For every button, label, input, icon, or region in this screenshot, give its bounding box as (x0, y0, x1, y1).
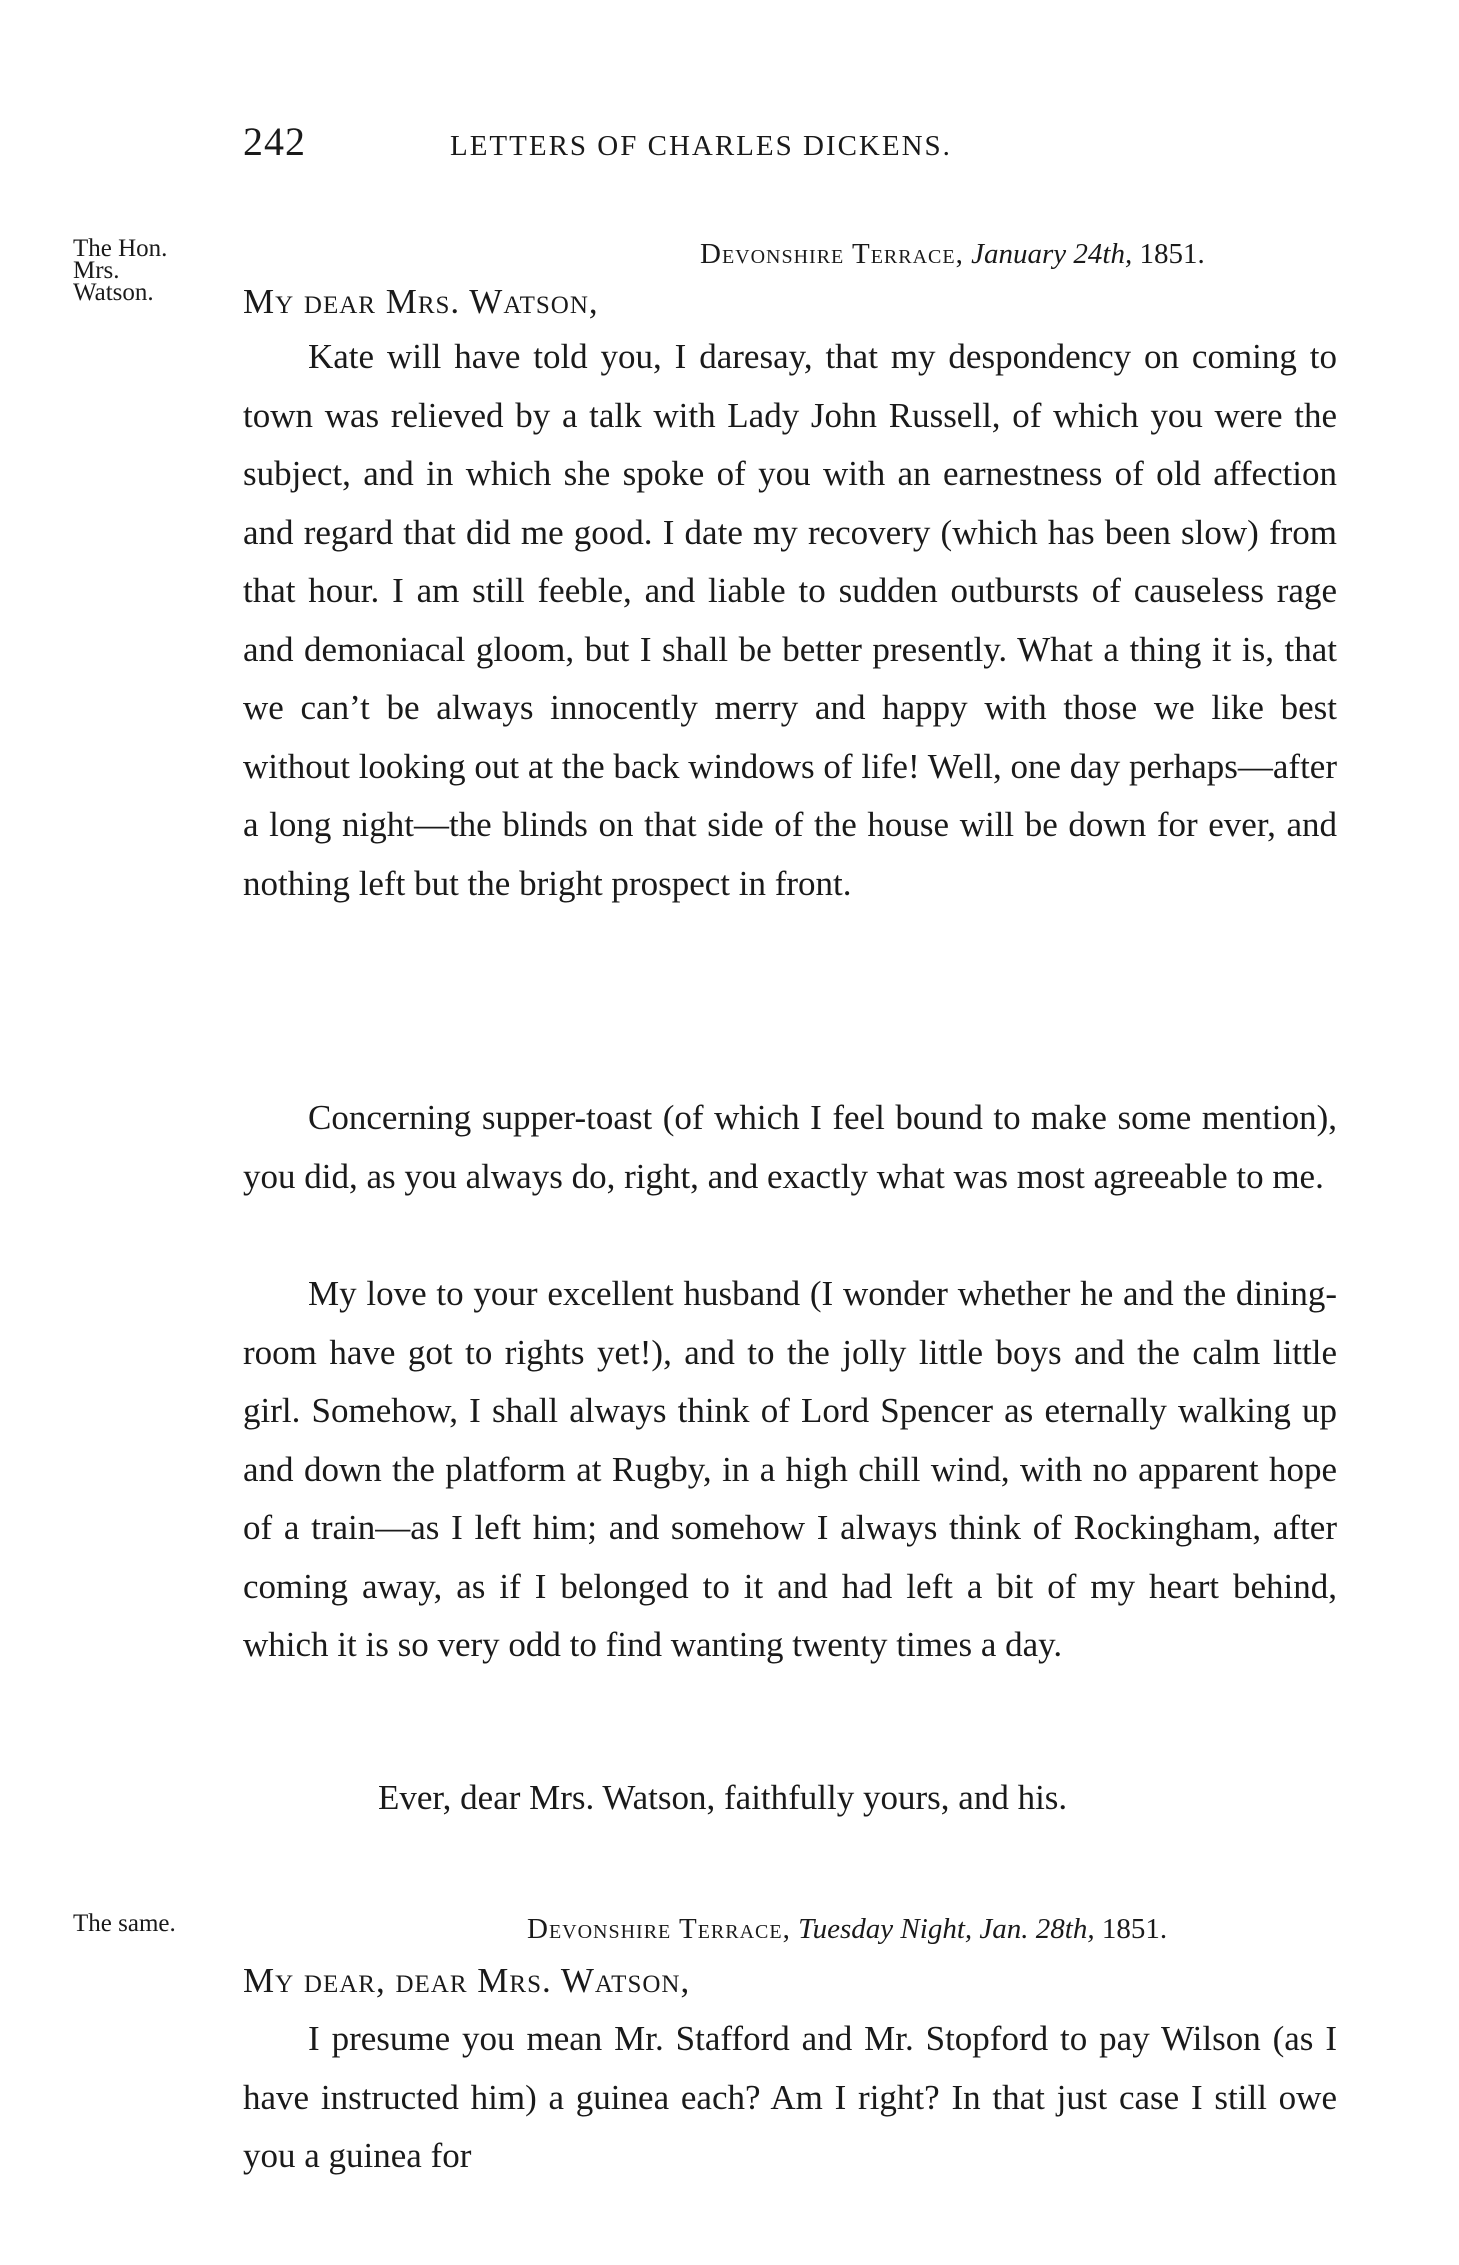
running-title: LETTERS OF CHARLES DICKENS. (450, 130, 952, 162)
page-number: 242 (243, 119, 306, 164)
letter-paragraph: Kate will have told you, I daresay, that my despondency on coming to town was relieved by a talk with Lady John Russell, of which you were the subject, and in which she spoke of you with an earnestness of old affection and regard that did me good. I date my recovery (which has been slow) from that hour. I am still feeble, and liable to sudden outbursts of causeless rage and demoniacal gloom, but I shall be better presently. What a thing it is, that we can’t be always innocently merry and happy with those we like best without looking out at the back windows of life! Well, one day perhaps—after a long night—the blinds on that side of the house will be down for ever, and nothing left but the bright prospect in front. (243, 337, 1337, 903)
dateline-year: 1851. (1139, 238, 1205, 270)
dateline-place: Devonshire Terrace, (700, 238, 964, 270)
margin-note-recipient (73, 1910, 176, 1937)
letter-paragraph: My love to your excellent husband (I wonder whether he and the dining-room have got to rights yet!), and to the jolly little boys and the calm little girl. Somehow, I shall always think of Lord Spencer as eternally walking up and down the platform at Rugby, in a high chill wind, with no apparent hope of a train—as I left him; and somehow I always think of Rockingham, after coming away, as if I belonged to it and had left a bit of my heart behind, which it is so very odd to find wanting twenty times a day. (243, 1274, 1337, 1664)
margin-note-line: Mrs. (73, 257, 120, 284)
dateline (527, 1913, 1167, 1946)
margin-note-line: Watson. (73, 279, 154, 306)
margin-note-recipient (73, 235, 168, 306)
salutation: My dear, dear Mrs. Watson, (243, 1961, 691, 2000)
dateline (700, 238, 1205, 271)
margin-note-line: The same. (73, 1910, 176, 1937)
margin-note-line: The Hon. (73, 235, 168, 262)
letter-paragraph: I presume you mean Mr. Stafford and Mr. Stopford to pay Wilson (as I have instructed him) a guinea each? Am I right? In that just case I still owe you a guinea for (243, 2019, 1337, 2175)
dateline-date: Tuesday Night, Jan. 28th, (798, 1913, 1095, 1945)
salutation: My dear Mrs. Watson, (243, 282, 599, 321)
dateline-date: January 24th, (971, 238, 1133, 270)
page-header (243, 118, 1343, 178)
dateline-year: 1851. (1101, 1913, 1168, 1945)
sign-off: Ever, dear Mrs. Watson, faithfully yours, and his. (378, 1778, 1068, 1817)
dateline-place: Devonshire Terrace, (527, 1913, 791, 1945)
letter-paragraph: Concerning supper-toast (of which I feel bound to make some mention), you did, as you always do, right, and exactly what was most agreeable to me. (243, 1098, 1337, 1196)
